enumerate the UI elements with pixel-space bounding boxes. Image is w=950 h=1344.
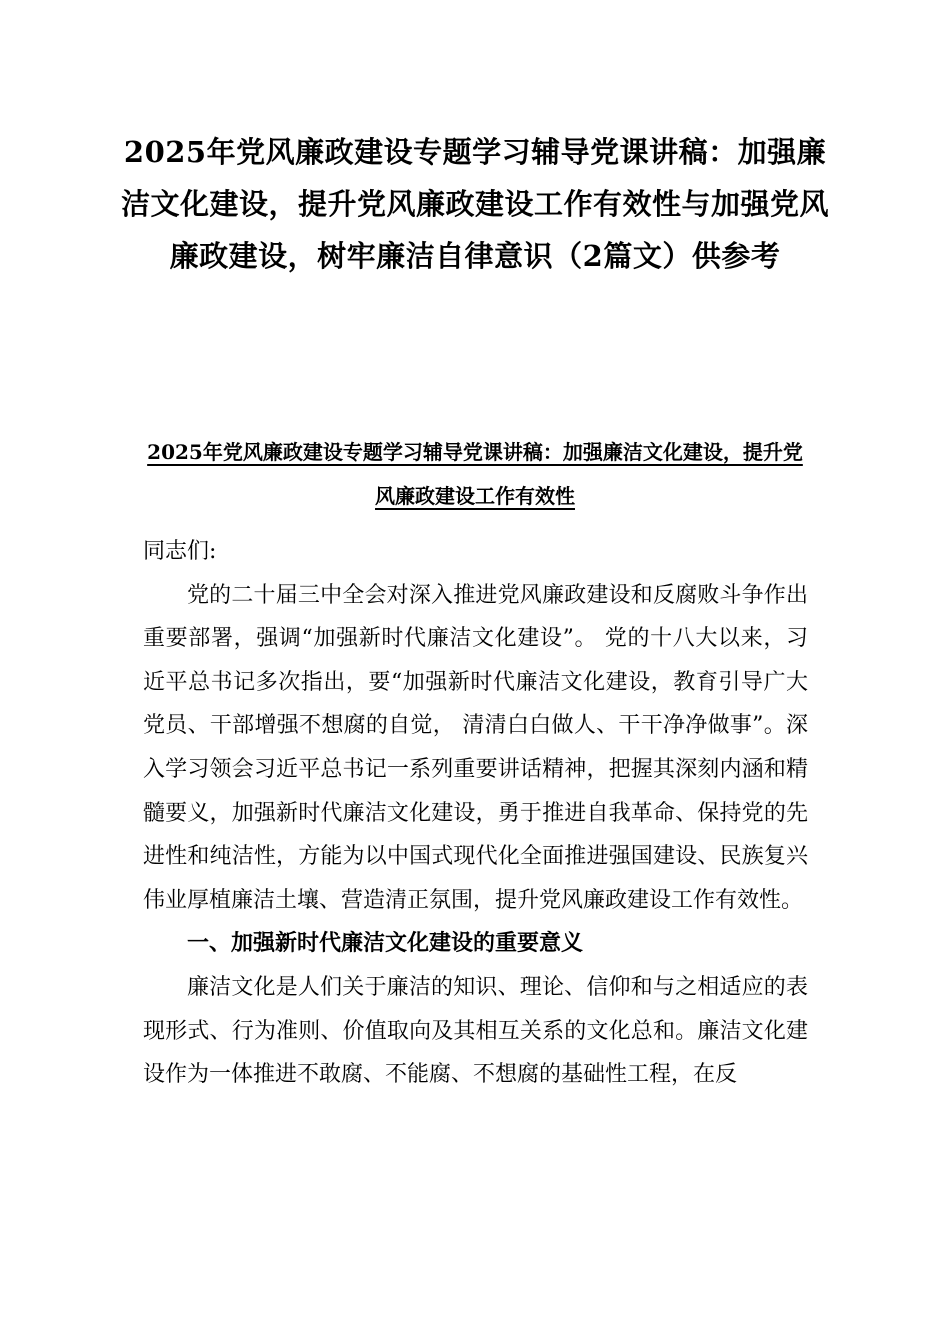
greeting: 同志们: <box>143 539 217 564</box>
document-body <box>143 530 808 1097</box>
section-1-heading: 一、加强新时代廉洁文化建设的重要意义 <box>187 930 584 957</box>
sub-title: 2025年党风廉政建设专题学习辅导党课讲稿：加强廉洁文化建设，提升党风廉政建设工作有效性 <box>147 440 803 508</box>
paragraph-1: 党的二十届三中全会对深入推进党风廉政建设和反腐败斗争作出重要部署，强调“加强新时代廉洁文化建设”。 党的十八大以来，习近平总书记多次指出，要“加强新时代廉洁文化建设，教育引导广大党员、干部增强不想腐的自觉， 清清白白做人、干干净净做事”。深入学习领会习近平总书记一系列重要讲话精神，把握其深刻内涵和精髓要义，加强新时代廉洁文化建设，勇于推进自我革命、保持党的先进性和纯洁性，方能为以中国式现代化全面推进强国建设、民族复兴伟业厚植廉洁土壤、营造清正氛围，提升党风廉政建设工作有效性。 <box>143 582 808 913</box>
main-title: 2025年党风廉政建设专题学习辅导党课讲稿：加强廉洁文化建设，提升党风廉政建设工作有效性与加强党风廉政建设，树牢廉洁自律意识（2篇文）供参考 <box>120 135 829 273</box>
paragraph-2: 廉洁文化是人们关于廉洁的知识、理论、信仰和与之相适应的表现形式、行为准则、价值取向及其相互关系的文化总和。廉洁文化建设作为一体推进不敢腐、不能腐、不想腐的基础性工程，在反 <box>143 974 808 1088</box>
